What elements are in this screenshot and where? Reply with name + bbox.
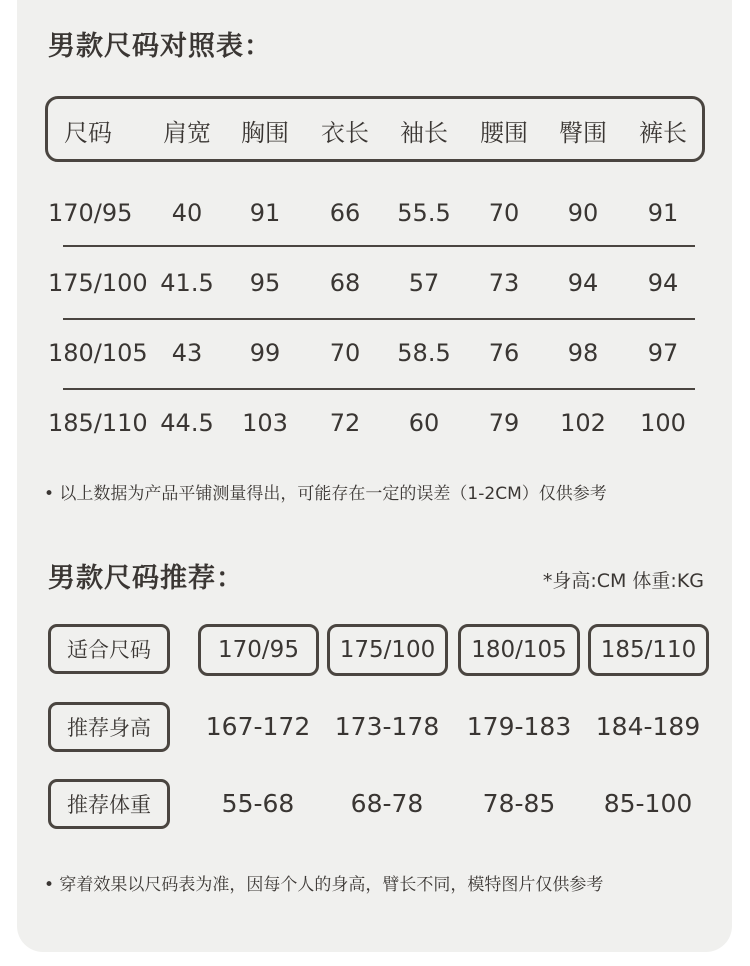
weight-value: 85-100 [603,789,693,818]
size-cell: 175/100 [48,269,148,297]
table-cell: 70 [329,339,361,367]
table-cell: 55.5 [397,199,451,227]
size-chart-title: 男款尺码对照表： [48,31,272,62]
weight-value: 68-78 [350,789,424,818]
table-cell: 94 [567,269,599,297]
row-divider [63,388,695,390]
size-cell: 170/95 [48,199,133,227]
table-cell: 90 [567,199,599,227]
table-cell: 95 [249,269,281,297]
table-cell: 41.5 [160,269,214,297]
table-cell: 44.5 [160,409,214,437]
size-option-185-110: 185/110 [588,624,709,676]
table-cell: 97 [647,339,679,367]
height-value: 167-172 [205,712,311,741]
table-cell: 57 [408,269,440,297]
header-cell: 袖长 [400,119,448,147]
recommendation-title: 男款尺码推荐： [48,563,244,594]
table-cell: 102 [560,409,606,437]
table-cell: 70 [488,199,520,227]
table-cell: 58.5 [397,339,451,367]
header-cell: 臀围 [559,119,607,147]
table-cell: 99 [249,339,281,367]
header-cell: 肩宽 [163,119,211,147]
table-cell: 103 [242,409,288,437]
fit-note: • 穿着效果以尺码表为准，因每个人的身高，臂长不同，模特图片仅供参考 [44,875,604,895]
unit-note: *身高:CM 体重:KG [542,570,704,592]
size-option-170-95: 170/95 [198,624,319,676]
table-cell: 91 [647,199,679,227]
header-cell: 腰围 [480,119,528,147]
table-cell: 79 [488,409,520,437]
table-cell: 94 [647,269,679,297]
header-cell: 裤长 [639,119,687,147]
table-cell: 60 [408,409,440,437]
table-cell: 91 [249,199,281,227]
table-cell: 73 [488,269,520,297]
height-value: 184-189 [595,712,701,741]
table-cell: 68 [329,269,361,297]
header-cell: 尺码 [64,119,112,147]
label-recommended-height: 推荐身高 [48,702,170,752]
weight-value: 55-68 [221,789,295,818]
table-cell: 100 [640,409,686,437]
size-cell: 180/105 [48,339,148,367]
size-option-180-105: 180/105 [458,624,580,676]
row-divider [63,245,695,247]
label-recommended-weight: 推荐体重 [48,779,170,829]
measurement-note: • 以上数据为产品平铺测量得出，可能存在一定的误差（1-2CM）仅供参考 [44,484,607,504]
table-cell: 40 [171,199,203,227]
table-cell: 98 [567,339,599,367]
height-value: 179-183 [466,712,572,741]
weight-value: 78-85 [482,789,556,818]
height-value: 173-178 [334,712,440,741]
header-cell: 衣长 [321,119,369,147]
table-cell: 72 [329,409,361,437]
size-option-175-100: 175/100 [327,624,448,676]
header-cell: 胸围 [241,119,289,147]
table-cell: 76 [488,339,520,367]
table-cell: 66 [329,199,361,227]
row-divider [63,318,695,320]
size-cell: 185/110 [48,409,148,437]
label-fit-size: 适合尺码 [48,624,170,674]
table-cell: 43 [171,339,203,367]
